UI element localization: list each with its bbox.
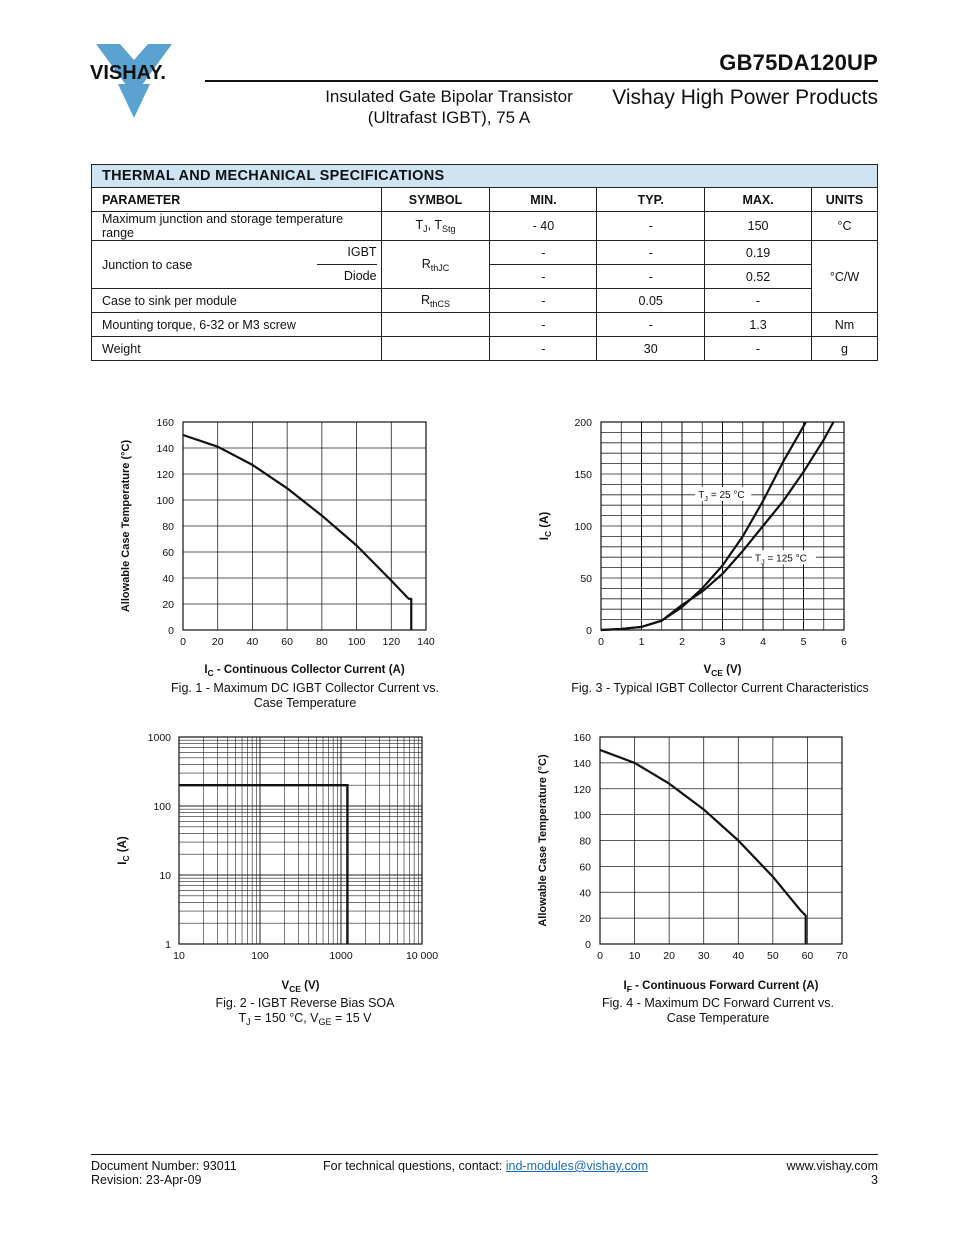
y-tick-label: 80 [162, 521, 174, 533]
x-tick-label: 30 [697, 950, 710, 962]
annotation-main: T [754, 553, 762, 565]
col-typ: TYP. [597, 188, 705, 212]
sym-sub: Stg [442, 224, 456, 234]
x-tick-label: 40 [732, 950, 745, 962]
cell-min: - [490, 337, 597, 361]
cell-min: - [490, 241, 597, 265]
y-tick-label: 150 [574, 469, 592, 481]
caption-line: Fig. 3 - Typical IGBT Collector Current Characteristics [571, 681, 869, 695]
table-row [92, 241, 878, 265]
cell-param: Mounting torque, 6-32 or M3 screw [92, 313, 382, 337]
cell-units: °C/W [811, 241, 877, 313]
x-tick-label: 10 [173, 950, 185, 962]
x-tick-label: 60 [801, 950, 814, 962]
y-tick-label: 20 [162, 599, 174, 611]
x-axis-label-sub: CE [711, 668, 723, 678]
series-line-0 [600, 750, 806, 944]
y-axis-label-sub: C [121, 855, 131, 862]
cell-typ: - [597, 265, 705, 289]
x-tick-label: 40 [246, 636, 259, 648]
website-link[interactable]: www.vishay.com [786, 1159, 878, 1173]
caption-line: Fig. 2 - IGBT Reverse Bias SOA [215, 996, 395, 1010]
caption-sub: J [246, 1016, 251, 1027]
y-tick-label: 100 [153, 801, 171, 813]
annotation-rest: = 125 °C [764, 553, 807, 565]
y-axis-label-sub: C [543, 530, 553, 538]
annotation-rest: = 25 °C [708, 489, 745, 501]
cell-min: - [490, 289, 597, 313]
table-row [92, 289, 878, 313]
y-axis-label [539, 512, 553, 541]
table-row [92, 337, 878, 361]
brand-name: Vishay High Power Products [612, 86, 878, 109]
sym-sub: thJC [430, 262, 450, 273]
thermal-spec-table [91, 164, 878, 361]
y-tick-label: 120 [156, 469, 174, 481]
table-row [92, 212, 878, 241]
caption-text: = 15 V [331, 1010, 372, 1025]
y-tick-label: 120 [573, 783, 591, 796]
x-axis-label [624, 980, 819, 994]
fig4-caption [548, 996, 888, 1025]
cell-units: Nm [811, 313, 877, 337]
logo-text: VISHAY. [90, 62, 166, 84]
x-axis-label-sub: CE [289, 984, 301, 994]
page-number: 3 [871, 1173, 878, 1187]
cell-param: Maximum junction and storage temperature range [92, 212, 382, 241]
cell-symbol [381, 337, 490, 361]
cell-typ: - [597, 313, 705, 337]
header-rule [205, 80, 878, 82]
y-tick-label: 0 [585, 939, 591, 951]
y-tick-label: 1000 [147, 732, 171, 744]
x-tick-label: 20 [211, 636, 224, 648]
table-row [92, 313, 878, 337]
footer-rule [91, 1154, 878, 1155]
annotation-main: T [698, 489, 705, 501]
cell-param [92, 241, 382, 289]
y-tick-label: 140 [573, 757, 591, 770]
plot-frame [179, 737, 422, 944]
footer-doc-info [91, 1159, 237, 1187]
sym-text: T [415, 218, 424, 232]
y-tick-label: 80 [579, 835, 591, 848]
x-axis-label-rest: (V) [300, 980, 320, 992]
col-symbol: SYMBOL [381, 188, 490, 212]
cell-units: °C [811, 212, 877, 241]
y-tick-label: 140 [156, 443, 174, 455]
x-tick-label: 20 [663, 950, 675, 962]
param-label: Junction to case [102, 257, 193, 272]
x-axis-label-main: V [703, 664, 712, 676]
y-tick-label: 0 [586, 625, 592, 637]
y-axis-label: Allowable Case Temperature (°C) [120, 439, 132, 613]
caption-text: = 150 °C, V [250, 1010, 319, 1025]
y-tick-label: 100 [156, 495, 174, 507]
cell-min: - 40 [490, 212, 597, 241]
col-units: UNITS [811, 188, 877, 212]
y-tick-label: 60 [579, 861, 591, 874]
contact-email-link[interactable]: ind-modules@vishay.com [505, 1159, 649, 1173]
doc-number: Document Number: 93011 [91, 1159, 237, 1173]
x-axis-label [281, 980, 319, 994]
caption-line: Case Temperature [666, 1010, 770, 1025]
fig2-caption [135, 996, 475, 1029]
footer-contact [323, 1159, 648, 1173]
y-axis-label: Allowable Case Temperature (°C) [537, 754, 549, 927]
sym-sub: thCS [430, 298, 451, 309]
fig3-caption [545, 681, 895, 696]
x-tick-label: 5 [800, 636, 807, 648]
y-axis-label-rest: (A) [539, 511, 551, 531]
annotation-sub: J [761, 557, 765, 567]
x-tick-label: 60 [281, 636, 293, 648]
y-tick-label: 60 [162, 547, 174, 559]
x-axis-label-rest: - Continuous Forward Current (A) [631, 980, 819, 992]
cell-param: Weight [92, 337, 382, 361]
x-tick-label: 2 [679, 636, 685, 648]
cell-min: - [490, 313, 597, 337]
x-tick-label: 140 [417, 636, 435, 648]
y-tick-label: 100 [573, 809, 591, 822]
annotation-sub: J [704, 493, 709, 503]
sym-text: R [421, 256, 431, 271]
x-tick-label: 0 [598, 636, 604, 648]
x-tick-label: 4 [760, 636, 766, 648]
x-tick-label: 50 [767, 950, 779, 962]
cell-typ: 0.05 [597, 289, 705, 313]
revision: Revision: 23-Apr-09 [91, 1173, 202, 1187]
cell-units: g [811, 337, 877, 361]
sym-text: , T [427, 218, 442, 232]
y-axis-label-rest: (A) [117, 836, 129, 856]
caption-line: Fig. 1 - Maximum DC IGBT Collector Current vs. [171, 681, 439, 695]
x-tick-label: 120 [382, 636, 401, 648]
x-axis-label-main: I [623, 980, 627, 992]
footer-site [787, 1159, 878, 1187]
fig1-chart [100, 405, 460, 680]
subtitle-line2: (Ultrafast IGBT), 75 A [367, 108, 531, 127]
subtitle-line1: Insulated Gate Bipolar Transistor [325, 87, 573, 106]
param-sub-diode: Diode [343, 269, 377, 283]
x-axis-label-main: I [204, 664, 208, 676]
y-tick-label: 40 [579, 887, 591, 900]
cell-max: 0.52 [705, 265, 812, 289]
col-max: MAX. [705, 188, 812, 212]
cell-symbol [381, 212, 490, 241]
x-axis-label [204, 664, 405, 678]
part-number: GB75DA120UP [719, 50, 878, 75]
cell-min: - [490, 265, 597, 289]
x-axis-label [703, 664, 741, 678]
fig2-chart [100, 722, 460, 997]
y-axis-label-main: I [539, 537, 551, 541]
caption-line [135, 1011, 475, 1030]
x-tick-label: 80 [316, 636, 328, 648]
x-axis-label-main: V [281, 980, 290, 992]
param-sub-igbt: IGBT [317, 241, 377, 265]
cell-typ: 30 [597, 337, 705, 361]
fig1-caption [135, 681, 475, 710]
vishay-logo [86, 44, 182, 122]
x-axis-label-sub: C [207, 668, 214, 678]
cell-typ: - [597, 241, 705, 265]
y-tick-label: 10 [159, 870, 171, 882]
y-tick-label: 200 [574, 417, 592, 429]
y-tick-label: 160 [156, 417, 174, 429]
col-parameter: PARAMETER [92, 188, 382, 212]
fig3-chart [520, 405, 880, 680]
x-tick-label: 0 [597, 950, 603, 962]
cell-symbol [381, 313, 490, 337]
caption-line: Case Temperature [253, 695, 357, 710]
logo-triangle-lower-icon [118, 84, 150, 118]
cell-symbol [381, 241, 490, 289]
y-tick-label: 100 [574, 521, 592, 533]
y-tick-label: 1 [165, 939, 171, 951]
sym-text: R [420, 292, 431, 307]
x-tick-label: 10 [628, 950, 641, 962]
caption-sub: GE [318, 1016, 332, 1027]
cell-max: 1.3 [705, 313, 812, 337]
x-tick-label: 10 000 [405, 950, 439, 962]
col-min: MIN. [490, 188, 597, 212]
cell-param: Case to sink per module [92, 289, 382, 313]
cell-typ: - [597, 212, 705, 241]
x-tick-label: 3 [719, 636, 726, 648]
sym-sub: J [423, 224, 428, 234]
x-axis-label-sub: F [626, 984, 632, 994]
y-tick-label: 50 [580, 573, 592, 585]
caption-text: T [238, 1010, 247, 1025]
x-tick-label: 6 [841, 636, 847, 648]
x-tick-label: 1000 [329, 950, 353, 962]
cell-max: - [705, 289, 812, 313]
y-tick-label: 160 [573, 732, 591, 744]
table-title: THERMAL AND MECHANICAL SPECIFICATIONS [92, 165, 878, 188]
y-tick-label: 40 [162, 573, 174, 585]
x-tick-label: 100 [251, 950, 269, 962]
x-axis-label-rest: (V) [722, 664, 742, 676]
x-axis-label-rest: - Continuous Collector Current (A) [213, 664, 405, 676]
y-axis-label [117, 836, 131, 865]
x-tick-label: 0 [180, 636, 186, 648]
cell-max: 0.19 [705, 241, 812, 265]
series-line-0 [183, 435, 411, 630]
table-header-row [92, 188, 878, 212]
x-tick-label: 1 [638, 636, 645, 648]
y-tick-label: 20 [579, 913, 591, 926]
cell-max: 150 [705, 212, 812, 241]
y-tick-label: 0 [168, 625, 174, 637]
cell-symbol [381, 289, 490, 313]
x-tick-label: 70 [836, 950, 848, 962]
caption-line: Fig. 4 - Maximum DC Forward Current vs. [602, 996, 834, 1010]
product-subtitle [300, 86, 598, 128]
cell-max: - [705, 337, 812, 361]
fig4-chart [520, 722, 880, 997]
y-axis-label-main: I [117, 861, 129, 865]
x-tick-label: 100 [347, 636, 366, 648]
contact-label: For technical questions, contact: [323, 1159, 506, 1173]
